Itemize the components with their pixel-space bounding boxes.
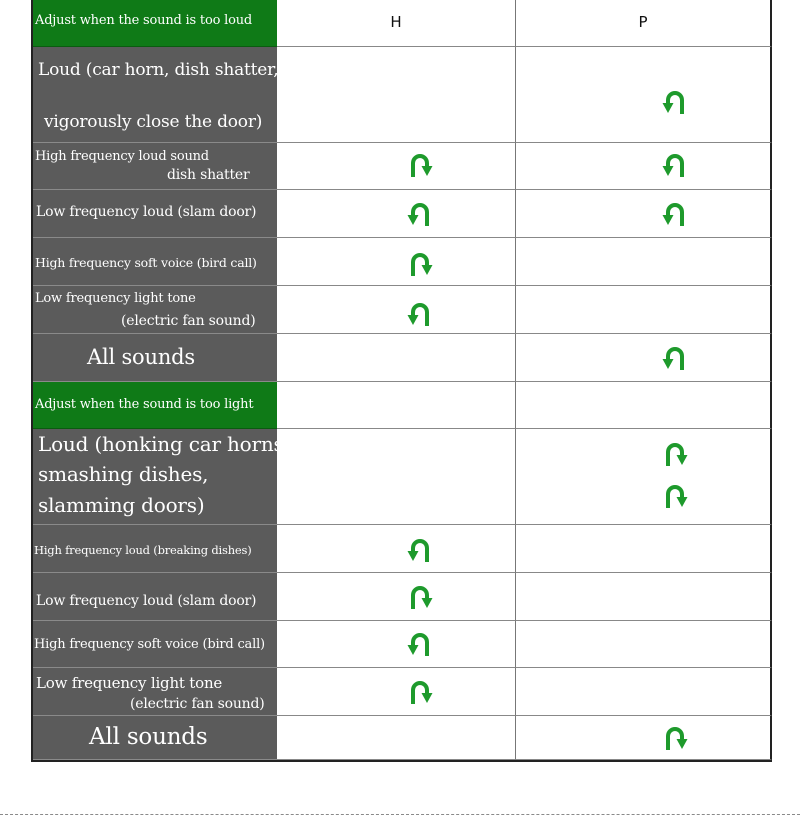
section-header-cell bbox=[33, 0, 277, 47]
p-cell bbox=[516, 429, 772, 525]
row-label-line: slamming doors) bbox=[38, 493, 205, 517]
row-label-line: High frequency loud sound bbox=[35, 149, 209, 164]
up-arrow-icon bbox=[407, 299, 433, 329]
up-arrow-icon bbox=[662, 343, 688, 373]
h-cell bbox=[277, 621, 516, 668]
table-row bbox=[33, 716, 772, 760]
section-header-row bbox=[33, 382, 772, 429]
row-label-line: (electric fan sound) bbox=[121, 313, 256, 329]
adjustment-table bbox=[31, 0, 772, 762]
p-cell bbox=[516, 286, 772, 334]
dashed-divider bbox=[0, 814, 800, 815]
row-label-line: High frequency loud (breaking dishes) bbox=[34, 543, 252, 557]
section-header-cell bbox=[33, 382, 277, 429]
row-label-cell bbox=[33, 621, 277, 668]
row-label-cell bbox=[33, 286, 277, 334]
row-label-cell bbox=[33, 334, 277, 382]
h-cell bbox=[277, 429, 516, 525]
p-cell bbox=[516, 525, 772, 573]
row-label-cell bbox=[33, 47, 277, 143]
column-header-p bbox=[516, 0, 772, 47]
row-label-line: High frequency soft voice (bird call) bbox=[34, 637, 265, 652]
up-arrow-icon bbox=[407, 249, 433, 279]
row-label-line: Low frequency light tone bbox=[36, 674, 223, 692]
table-row bbox=[33, 429, 772, 525]
row-label-line: All sounds bbox=[89, 724, 208, 750]
section-header-label: Adjust when the sound is too light bbox=[35, 397, 254, 412]
row-label-line: Low frequency loud (slam door) bbox=[36, 593, 257, 609]
p-cell bbox=[516, 668, 772, 716]
up-arrow-icon bbox=[407, 150, 433, 180]
row-label-line: All sounds bbox=[87, 345, 195, 369]
section-header-label: Adjust when the sound is too loud bbox=[35, 13, 253, 28]
table-row bbox=[33, 143, 772, 190]
table-row bbox=[33, 238, 772, 286]
section-header-row bbox=[33, 0, 772, 47]
table-row bbox=[33, 668, 772, 716]
column-header-h bbox=[277, 0, 516, 47]
down-arrow-icon bbox=[662, 481, 688, 511]
up-arrow-icon bbox=[662, 150, 688, 180]
p-cell bbox=[516, 382, 772, 429]
h-cell bbox=[277, 47, 516, 143]
down-arrow-icon bbox=[407, 582, 433, 612]
up-arrow-icon bbox=[662, 199, 688, 229]
table-row bbox=[33, 47, 772, 143]
p-cell bbox=[516, 621, 772, 668]
row-label-cell bbox=[33, 190, 277, 238]
p-cell bbox=[516, 190, 772, 238]
row-label-cell bbox=[33, 143, 277, 190]
row-label-line: High frequency soft voice (bird call) bbox=[35, 255, 257, 270]
row-label-line: Loud (honking car horns, bbox=[38, 432, 290, 456]
column-h-label: H bbox=[390, 13, 402, 31]
row-label-cell bbox=[33, 668, 277, 716]
column-p-label: P bbox=[638, 13, 648, 31]
table-row bbox=[33, 286, 772, 334]
down-arrow-icon bbox=[407, 677, 433, 707]
h-cell bbox=[277, 190, 516, 238]
row-label-cell bbox=[33, 238, 277, 286]
p-cell bbox=[516, 143, 772, 190]
down-arrow-icon bbox=[662, 439, 688, 469]
row-label-line: Low frequency light tone bbox=[35, 291, 196, 306]
down-arrow-icon bbox=[662, 723, 688, 753]
h-cell bbox=[277, 286, 516, 334]
table-row bbox=[33, 525, 772, 573]
p-cell bbox=[516, 334, 772, 382]
p-cell bbox=[516, 716, 772, 760]
row-label-line: vigorously close the door) bbox=[44, 112, 263, 132]
row-label-line: Low frequency loud (slam door) bbox=[36, 204, 257, 220]
h-cell bbox=[277, 668, 516, 716]
row-label-cell bbox=[33, 716, 277, 760]
h-cell bbox=[277, 143, 516, 190]
row-label-line: Loud (car horn, dish shatter, bbox=[38, 60, 279, 80]
h-cell bbox=[277, 382, 516, 429]
h-cell bbox=[277, 525, 516, 573]
table-row bbox=[33, 190, 772, 238]
h-cell bbox=[277, 716, 516, 760]
h-cell bbox=[277, 238, 516, 286]
up-arrow-icon bbox=[407, 199, 433, 229]
h-cell bbox=[277, 334, 516, 382]
p-cell bbox=[516, 47, 772, 143]
p-cell bbox=[516, 238, 772, 286]
row-label-cell bbox=[33, 525, 277, 573]
p-cell bbox=[516, 573, 772, 621]
table-row bbox=[33, 334, 772, 382]
up-arrow-icon bbox=[662, 87, 688, 117]
row-label-cell bbox=[33, 429, 290, 525]
row-label-cell bbox=[33, 573, 277, 621]
row-label-line: smashing dishes, bbox=[38, 462, 209, 486]
table-row bbox=[33, 621, 772, 668]
up-arrow-icon bbox=[407, 535, 433, 565]
h-cell bbox=[277, 573, 516, 621]
row-label-line: (electric fan sound) bbox=[130, 696, 265, 712]
table-row bbox=[33, 573, 772, 621]
up-arrow-icon bbox=[407, 629, 433, 659]
row-label-line: dish shatter bbox=[167, 167, 250, 183]
